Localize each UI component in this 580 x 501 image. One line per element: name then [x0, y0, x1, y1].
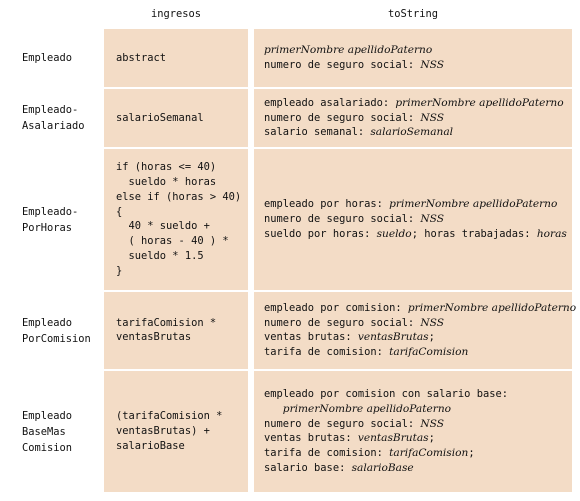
tostring-literal: numero de seguro social: [264, 111, 421, 124]
tostring-literal: salario base: [264, 462, 352, 475]
tostring-literal: empleado por comision: [264, 301, 408, 314]
tostring-placeholder: primerNombre apellidoPaterno [264, 44, 433, 57]
tostring-placeholder: primerNombre apellidoPaterno [282, 402, 452, 415]
ingresos-line: } [116, 264, 123, 277]
ingresos-line: ( horas - 40 ) * [116, 235, 229, 248]
ingresos-line: salarioBase [116, 439, 185, 452]
tostring-line [264, 227, 567, 242]
ingresos-line: tarifaComision * [116, 316, 217, 329]
ingresos-code [116, 111, 204, 126]
tostring-line [264, 301, 576, 316]
ingresos-code [116, 51, 166, 66]
tostring-literal: ; [468, 447, 475, 460]
ingresos-line: ventasBrutas [116, 331, 192, 344]
tostring-placeholder: sueldo [376, 227, 412, 240]
tostring-line [264, 197, 567, 212]
tostring-line [264, 446, 508, 461]
tostring-placeholder: salarioSemanal [370, 126, 454, 139]
tostring-placeholder: NSS [420, 417, 445, 430]
ingresos-line: if (horas <= 40) [116, 161, 217, 174]
tostring-literal: ventas brutas: [264, 432, 358, 445]
tostring-placeholder: primerNombre apellidoPaterno [395, 96, 564, 109]
ingresos-code [116, 160, 241, 278]
tostring-literal [264, 403, 283, 415]
tostring-literal: numero de seguro social: [264, 417, 421, 430]
ingresos-code [116, 316, 216, 346]
tostring-placeholder: primerNombre apellidoPaterno [389, 198, 558, 211]
row-label [22, 102, 85, 134]
ingresos-line: salarioSemanal [116, 111, 204, 124]
tostring-line [264, 345, 576, 360]
tostring-line [264, 330, 576, 345]
tostring-placeholder: NSS [420, 111, 445, 124]
ingresos-line: abstract [116, 51, 167, 64]
tostring-text [264, 387, 508, 476]
row-label [22, 204, 78, 236]
tostring-line [264, 316, 576, 331]
tostring-text [264, 301, 576, 360]
tostring-line [264, 417, 508, 432]
tostring-line [264, 111, 564, 126]
row-label-line: Empleado [22, 409, 73, 422]
tostring-literal: empleado asalariado: [264, 96, 396, 109]
tostring-literal: tarifa de comision: [264, 346, 390, 359]
tostring-literal: numero de seguro social: [264, 58, 421, 71]
tostring-literal: ; [428, 432, 435, 445]
row-label-line: PorHoras [22, 221, 73, 234]
ingresos-line: { [116, 205, 123, 218]
tostring-placeholder: NSS [420, 58, 445, 71]
tostring-literal: numero de seguro social: [264, 213, 421, 226]
ingresos-line: (tarifaComision * [116, 410, 223, 423]
tostring-placeholder: tarifaComision [389, 447, 469, 460]
tostring-placeholder: horas [536, 227, 567, 240]
row-label-line: Empleado [22, 316, 73, 329]
tostring-line [264, 431, 508, 446]
row-label-line: PorComision [22, 332, 91, 345]
row-label [22, 408, 72, 456]
column-header-ingresos: ingresos [150, 8, 202, 20]
tostring-placeholder: ventasBrutas [357, 432, 429, 445]
ingresos-line: else if (horas > 40) [116, 190, 242, 203]
row-label [22, 315, 91, 347]
tostring-placeholder: ventasBrutas [357, 331, 429, 344]
tostring-placeholder: primerNombre apellidoPaterno [407, 301, 577, 314]
ingresos-line: sueldo * horas [116, 176, 217, 189]
tostring-placeholder: NSS [420, 213, 445, 226]
tostring-text [264, 43, 444, 73]
tostring-line [264, 402, 508, 417]
tostring-placeholder: salarioBase [351, 462, 414, 475]
tostring-literal: ; horas trabajadas: [411, 227, 537, 240]
row-label-line: Empleado- [22, 104, 79, 116]
tostring-literal: tarifa de comision: [264, 447, 390, 460]
tostring-literal: salario semanal: [264, 126, 371, 139]
tostring-line [264, 212, 567, 227]
tostring-line [264, 387, 508, 402]
ingresos-line: 40 * sueldo + [116, 220, 210, 233]
row-label-line: Empleado [22, 52, 73, 64]
ingresos-line: ventasBrutas) + [116, 425, 210, 438]
tostring-literal: sueldo por horas: [264, 227, 377, 240]
tostring-text [264, 197, 567, 241]
row-label-line: Asalariado [22, 120, 85, 132]
row-label-line: Empleado- [22, 205, 79, 218]
tostring-placeholder: tarifaComision [389, 346, 469, 359]
tostring-line [264, 96, 564, 111]
tostring-literal: ; [428, 331, 435, 344]
tostring-line [264, 125, 564, 140]
tostring-literal: ventas brutas: [264, 331, 358, 344]
ingresos-line: sueldo * 1.5 [116, 250, 204, 263]
tostring-line [264, 461, 508, 476]
ingresos-code [116, 409, 222, 453]
tostring-placeholder: NSS [420, 316, 445, 329]
row-label-line: BaseMas [22, 425, 66, 438]
column-header-tostring: toString [387, 8, 439, 20]
row-label-line: Comision [22, 441, 73, 454]
tostring-literal: empleado por comision con salario base: [264, 388, 508, 401]
tostring-literal: empleado por horas: [264, 198, 390, 211]
tostring-literal: numero de seguro social: [264, 316, 421, 329]
tostring-line [264, 58, 444, 73]
tostring-text [264, 96, 564, 140]
tostring-line [264, 43, 444, 58]
row-label [22, 50, 72, 66]
